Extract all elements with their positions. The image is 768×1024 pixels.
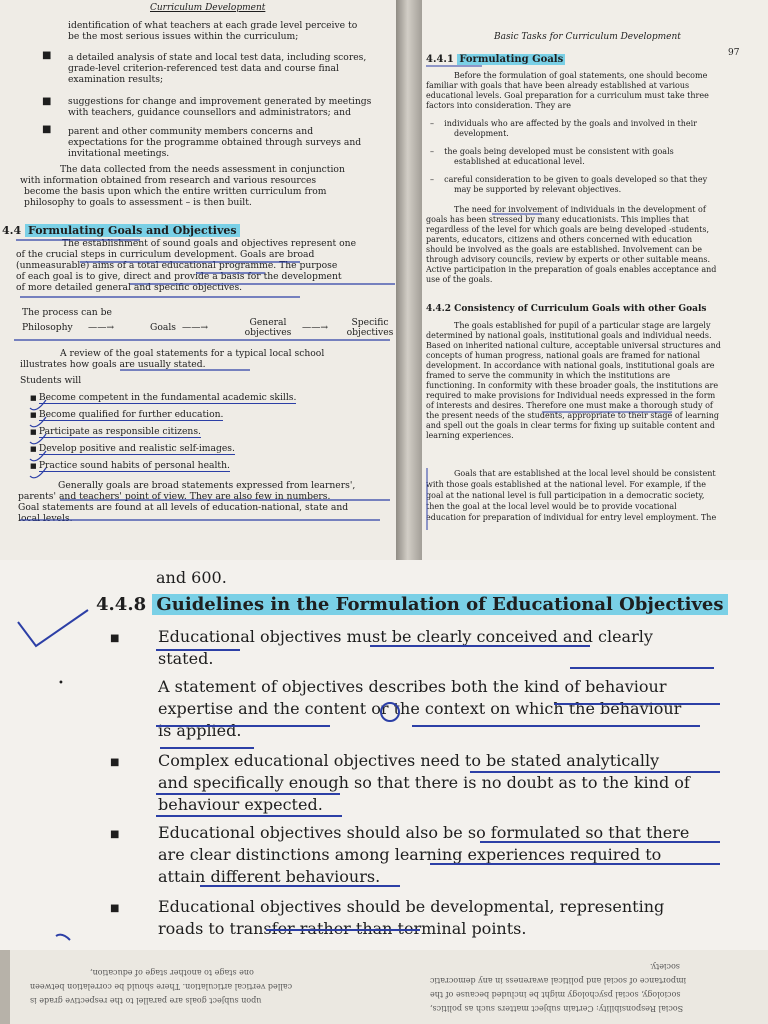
- text-line: of interests and desires. Therefore one must make a thorough study of: [426, 401, 713, 410]
- list-item-text: expertise and the content or the context on which the behaviour: [158, 699, 682, 718]
- list-item-text: careful consideration to be given to goals developed so that they: [444, 175, 708, 184]
- list-item-text: Become qualified for further education.: [38, 409, 224, 420]
- flow-step-general-objectives: General objectives: [244, 317, 292, 338]
- mirrored-line: one stage to another stage of education,: [90, 968, 254, 977]
- list-item-cont: development.: [454, 129, 509, 138]
- text-line: use of the goals.: [426, 275, 493, 284]
- text-line: through advisory councils, review by experts or other suitable means.: [426, 255, 710, 264]
- bullet-icon: ■: [42, 50, 52, 61]
- list-item-text: Educational objectives should be developmental, representing: [158, 897, 665, 916]
- text-line: The data collected from the needs assessment in conjunction: [60, 164, 345, 175]
- text-line: parents' and teachers' point of view. They are also few in numbers.: [18, 491, 331, 502]
- bullet-icon: ■: [110, 633, 120, 644]
- list-item-text: Participate as responsible citizens.: [38, 426, 201, 437]
- text-line: Before the formulation of goal statements, one should become: [454, 71, 708, 80]
- text-line: expectations for the programme obtained through surveys and: [68, 137, 362, 148]
- flow-step-goals: Goals: [150, 322, 177, 333]
- text-line: and spell out the goals in clear terms for fixing up suitable content and: [426, 421, 715, 430]
- text-line: goals has been stressed by many educationists. This implies that: [426, 215, 689, 224]
- text-line: identification of what teachers at each grade level perceive to: [68, 20, 358, 31]
- list-item-text: and specifically enough so that there is no doubt as to the kind of: [158, 773, 690, 792]
- list-item-text: A statement of objectives describes both the kind of behaviour: [158, 677, 667, 696]
- text-line: examination results;: [68, 74, 164, 85]
- arrow-right-icon: ——→: [182, 322, 209, 333]
- left-page: [0, 0, 396, 560]
- text-line: invitational meetings.: [68, 148, 170, 159]
- list-item-text: behaviour expected.: [158, 795, 323, 814]
- text-line: of the crucial steps in curriculum development. Goals are broad: [16, 249, 315, 260]
- bottom-strip: [0, 950, 768, 1024]
- list-item: ■ Participate as responsible citizens.: [30, 426, 201, 437]
- right-page-header: Basic Tasks for Curriculum Development: [494, 32, 681, 42]
- text-line: suggestions for change and improvement generated by meetings: [68, 96, 372, 107]
- list-item-text: Practice sound habits of personal health.: [38, 460, 230, 471]
- text-line: parent and other community members concerns and: [68, 126, 314, 137]
- text-line: determined by national goals, institutional goals and individual needs.: [426, 331, 712, 340]
- text-line: required to make provisions for Individual needs expressed in the form: [426, 391, 716, 400]
- arrow-right-icon: ——→: [302, 322, 329, 333]
- list-item-text: Complex educational objectives need to be stated analytically: [158, 751, 660, 770]
- text-line: then the goal at the local level would be to provide vocational: [426, 502, 677, 511]
- pen-annotations: [0, 0, 396, 560]
- text-line: concepts of human progress, national goals are framed for national: [426, 351, 701, 360]
- bullet-icon: •: [58, 678, 64, 689]
- text-line: philosophy to goals to assessment – is then built.: [24, 197, 252, 208]
- flow-step-philosophy: Philosophy: [22, 322, 73, 333]
- text-line: functioning. In conformity with these broader goals, the institutions are: [426, 381, 719, 390]
- text-line: with information obtained from research and various resources: [20, 175, 317, 186]
- text-line: A review of the goal statements for a typical local school: [60, 348, 325, 359]
- checkmark-icon: [18, 610, 88, 646]
- page-edge: [0, 950, 10, 1024]
- text-line: of each goal is to give, direct and provide a basis for the development: [16, 271, 342, 282]
- list-item: ■ Become competent in the fundamental academic skills.: [30, 392, 297, 403]
- mirrored-text-right: [430, 956, 760, 1020]
- mirrored-line: upon subject goals are parallel to the respective grade is: [30, 996, 262, 1005]
- text-line: Goals that are established at the local level should be consistent: [454, 469, 716, 478]
- text-line: Generally goals are broad statements expressed from learners',: [58, 480, 356, 491]
- section-number: 4.4.8: [96, 594, 147, 615]
- list-item-text: Become competent in the fundamental academic skills.: [38, 392, 297, 403]
- text-line: Based on inherited national culture, acceptable universal structures and: [426, 341, 721, 350]
- section-number: 4.4.1: [426, 54, 454, 65]
- list-item: – careful consideration to be given to goals developed so that they: [430, 175, 708, 184]
- bullet-icon: ■: [42, 124, 52, 135]
- text-line: should be involved as the goals are established. Involvement can be: [426, 245, 702, 254]
- list-item: ■ Practice sound habits of personal health.: [30, 460, 230, 471]
- list-item-cont: may be supported by relevant objectives.: [454, 185, 622, 194]
- text-line: be the most serious issues within the curriculum;: [68, 31, 299, 42]
- list-item-text: attain different behaviours.: [158, 867, 381, 886]
- section-number: 4.4: [2, 224, 22, 237]
- list-item-text: the goals being developed must be consistent with goals: [444, 147, 674, 156]
- text-line: goal at the national level is full participation in a democratic society,: [426, 491, 705, 500]
- section-title: Formulating Goals: [459, 54, 564, 65]
- pen-annotations: [0, 560, 768, 950]
- section-title: Guidelines in the Formulation of Educational Objectives: [152, 594, 727, 615]
- list-item: ■ Develop positive and realistic self-images.: [30, 443, 235, 454]
- list-item-text: Educational objectives must be clearly conceived and clearly: [158, 627, 653, 646]
- list-item-text: individuals who are affected by the goals and involved in their: [444, 119, 697, 128]
- text-line: of more detailed general and specific objectives.: [16, 282, 243, 293]
- list-item-text: is applied.: [158, 721, 242, 740]
- text-line: with teachers, guidance counsellors and administrators; and: [68, 107, 351, 118]
- arrow-right-icon: ——→: [88, 322, 115, 333]
- list-item-text: Develop positive and realistic self-images.: [38, 443, 235, 454]
- mirrored-line: importance of social and political awareness in any democratic: [430, 976, 687, 985]
- text-line: The goals established for pupil of a particular stage are largely: [454, 321, 711, 330]
- text-line: regardless of the level for which goals are being developed -students,: [426, 225, 709, 234]
- page-number: 97: [728, 48, 740, 58]
- text-line: illustrates how goals are usually stated.: [20, 359, 206, 370]
- list-item-text: stated.: [158, 649, 214, 668]
- subsection-heading-4-4-2: 4.4.2 Consistency of Curriculum Goals with other Goals: [426, 304, 707, 314]
- list-item: ■ Become qualified for further education.: [30, 409, 224, 420]
- section-title: Formulating Goals and Objectives: [25, 224, 240, 237]
- right-page: [422, 0, 768, 560]
- text-line: Students will: [20, 375, 82, 386]
- text-line: The process can be: [22, 307, 112, 318]
- text-line: local levels.: [18, 513, 73, 524]
- top-text: and 600.: [156, 568, 227, 587]
- lower-page: [0, 560, 768, 950]
- mirrored-line: sociology, social psychology might be included because of the: [430, 990, 681, 999]
- bullet-icon: ■: [110, 757, 120, 768]
- text-line: parents, educators, citizens and others concerned with education: [426, 235, 693, 244]
- text-line: the present needs of the students, appropriate to their stage of learning: [426, 411, 720, 420]
- mirrored-line: Social Responsibility: Certain subject matters such as politics,: [430, 1004, 684, 1013]
- text-line: The establishment of sound goals and objectives represent one: [62, 238, 357, 249]
- list-item: – the goals being developed must be consistent with goals: [430, 147, 674, 156]
- text-line: educational levels. Goal preparation for a curriculum must take three: [426, 91, 709, 100]
- text-line: with those goals established at the national level. For example, if the: [426, 480, 706, 489]
- text-line: (unmeasurable) aims of a total educational programme. The purpose: [16, 260, 338, 271]
- text-line: factors into consideration. They are: [426, 101, 572, 110]
- text-line: framed to serve the community in which the institutions are: [426, 371, 671, 380]
- text-line: development. In accordance with national goals, institutional goals are: [426, 361, 715, 370]
- text-line: familiar with goals that have been already established at various: [426, 81, 690, 90]
- mirrored-text-left: [30, 960, 370, 1016]
- bullet-icon: ■: [42, 96, 52, 107]
- text-line: The need for involvement of individuals in the development of: [454, 205, 706, 214]
- text-line: grade-level criterion-referenced test data and course final: [68, 63, 339, 74]
- list-item-cont: established at educational level.: [454, 157, 585, 166]
- pen-annotations: [422, 0, 768, 560]
- list-item-text: roads to transfer rather than terminal points.: [158, 919, 527, 938]
- list-item: – individuals who are affected by the goals and involved in their: [430, 119, 697, 128]
- list-item-text: are clear distinctions among learning experiences required to: [158, 845, 662, 864]
- flow-step-specific-objectives: Specific objectives: [346, 317, 394, 338]
- text-line: a detailed analysis of state and local test data, including scores,: [68, 52, 367, 63]
- text-line: learning experiences.: [426, 431, 514, 440]
- text-line: education for preparation of individual for entry level employment. The: [426, 513, 717, 522]
- text-line: Active participation in the preparation of goals enables acceptance and: [426, 265, 717, 274]
- bullet-icon: ■: [110, 829, 120, 840]
- bullet-icon: ■: [110, 903, 120, 914]
- mirrored-line: called vertical articulation. There should be correlation between: [30, 982, 293, 991]
- book-spine: [396, 0, 422, 560]
- text-line: Goal statements are found at all levels of education-national, state and: [18, 502, 349, 513]
- mirrored-line: society.: [650, 962, 680, 971]
- left-page-header: Curriculum Development: [150, 3, 266, 13]
- text-line: become the basis upon which the entire written curriculum from: [24, 186, 327, 197]
- list-item-text: Educational objectives should also be so formulated so that there: [158, 823, 690, 842]
